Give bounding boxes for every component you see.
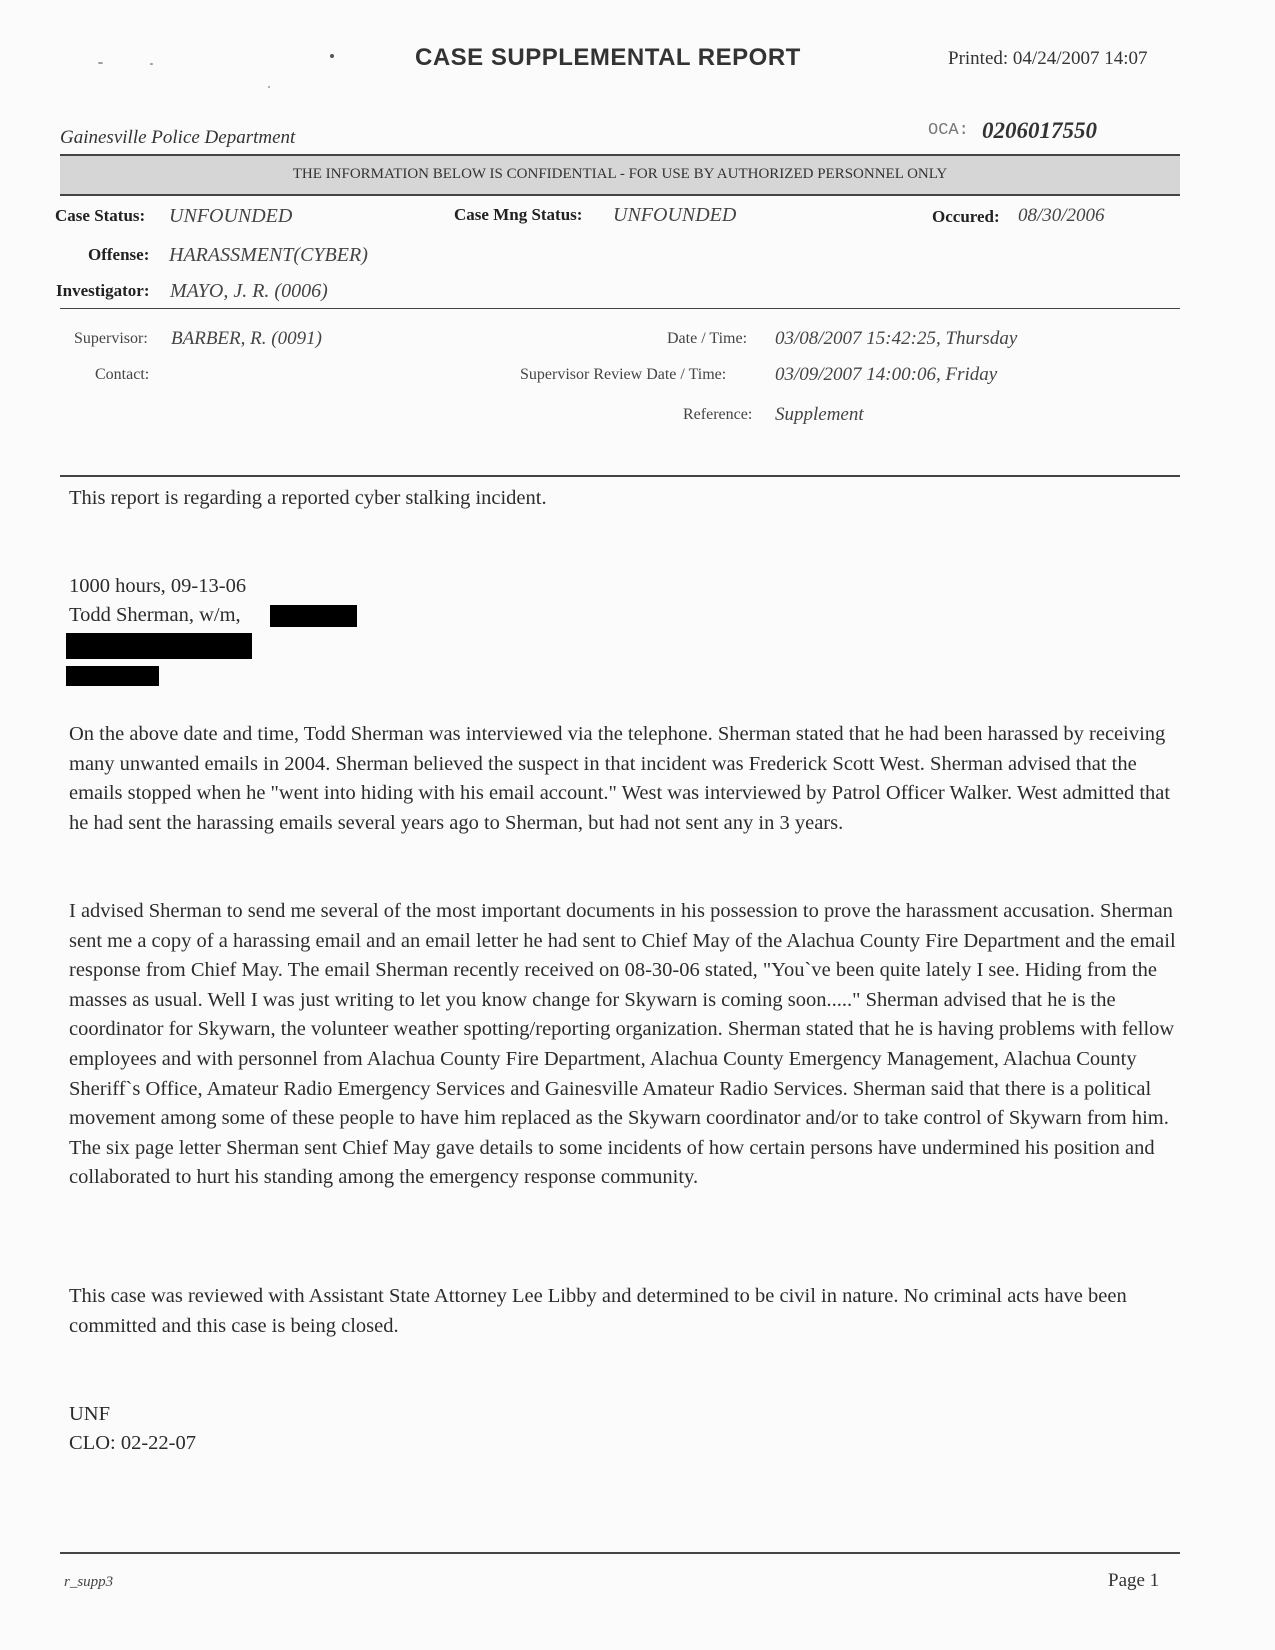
narrative-paragraph-1: On the above date and time, Todd Sherman was interviewed via the telephone. Sherman stated that he had been harassed by receiving many unwanted emails in 2004. Sherman believed the suspect in that incident was Frederick Scott West. Sherman advised that the emails stopped when he "went into hiding with his email account." West was interviewed by Patrol Officer Walker. West admitted that he had sent the harassing emails several years ago to Sherman, but had not sent any in 3 years. [69, 723, 1171, 834]
confidential-notice: THE INFORMATION BELOW IS CONFIDENTIAL - FOR USE BY AUTHORIZED PERSONNEL ONLY [292, 166, 948, 182]
form-code: r_supp3 [64, 1574, 114, 1590]
occured-label: Occured: [932, 207, 1000, 226]
supervisor-label: Supervisor: [74, 330, 148, 347]
closing-code: UNF [69, 1403, 111, 1425]
section-divider [60, 475, 1180, 477]
oca-number: 0206017550 [982, 118, 1097, 143]
section-divider [60, 308, 1180, 309]
oca-label: OCA: [928, 121, 969, 140]
occured-value: 08/30/2006 [1018, 205, 1105, 226]
date-time-value: 03/08/2007 15:42:25, Thursday [775, 328, 1018, 349]
footer-divider [60, 1552, 1180, 1554]
scan-speck [268, 86, 270, 88]
date-time-label: Date / Time: [667, 330, 748, 347]
report-intro: This report is regarding a reported cyber stalking incident. [69, 487, 547, 509]
redaction-bar [66, 666, 159, 686]
narrative-paragraph-3: This case was reviewed with Assistant State Attorney Lee Libby and determined to be civil in nature. No criminal acts have been committed and this case is being closed. [69, 1285, 1127, 1337]
closing-date: CLO: 02-22-07 [69, 1432, 196, 1454]
interview-time: 1000 hours, 09-13-06 [69, 575, 247, 597]
scan-speck [330, 54, 334, 58]
case-mng-status-value: UNFOUNDED [613, 204, 737, 226]
supervisor-review-value: 03/09/2007 14:00:06, Friday [775, 364, 998, 385]
reference-value: Supplement [775, 404, 864, 425]
department-name: Gainesville Police Department [60, 127, 296, 148]
case-status-label: Case Status: [55, 206, 146, 225]
reference-label: Reference: [683, 406, 753, 423]
narrative-paragraph-2: I advised Sherman to send me several of the most important documents in his possession to prove the harassment accusation. Sherman sent me a copy of a harassing email and an email letter he had sent to Chief May of the Alachua County Fire Department and the email response from Chief May. The email Sherman recently received on 08-30-06 stated, "You`ve been quite lately I see. Hiding from the masses as usual. Well I was just writing to let you know change for Skywarn is coming soon....." Sherman advised that he is the coordinator for Skywarn, the volunteer weather spotting/reporting organization. Sherman stated that he is having problems with fellow employees and with personnel from Alachua County Fire Department, Alachua County Emergency Management, Alachua County Sheriff`s Office, Amateur Radio Emergency Services and Gainesville Amateur Radio Services. Sherman said that there is a political movement among some of these people to have him replaced as the Skywarn coordinator and/or to take control of Skywarn from him. The six page letter Sherman sent Chief May gave details to some incidents of how certain persons have undermined his position and collaborated to hurt his standing among the emergency response community. [69, 900, 1176, 1189]
scan-speck [150, 63, 153, 65]
investigator-value: MAYO, J. R. (0006) [170, 280, 328, 302]
case-status-value: UNFOUNDED [169, 205, 293, 227]
report-title: CASE SUPPLEMENTAL REPORT [415, 44, 801, 71]
supervisor-value: BARBER, R. (0091) [171, 328, 322, 349]
supervisor-review-label: Supervisor Review Date / Time: [520, 366, 727, 383]
case-mng-status-label: Case Mng Status: [454, 205, 583, 224]
offense-label: Offense: [88, 245, 150, 264]
redaction-bar [66, 633, 252, 659]
contact-label: Contact: [95, 366, 150, 383]
page-number: Page 1 [1108, 1570, 1160, 1591]
offense-value: HARASSMENT(CYBER) [169, 244, 368, 266]
printed-timestamp: Printed: 04/24/2007 14:07 [948, 48, 1148, 69]
redaction-bar [270, 605, 357, 627]
interview-subject: Todd Sherman, w/m, [69, 604, 241, 626]
scan-speck [98, 62, 103, 64]
investigator-label: Investigator: [56, 281, 150, 300]
confidential-banner [60, 154, 1180, 196]
